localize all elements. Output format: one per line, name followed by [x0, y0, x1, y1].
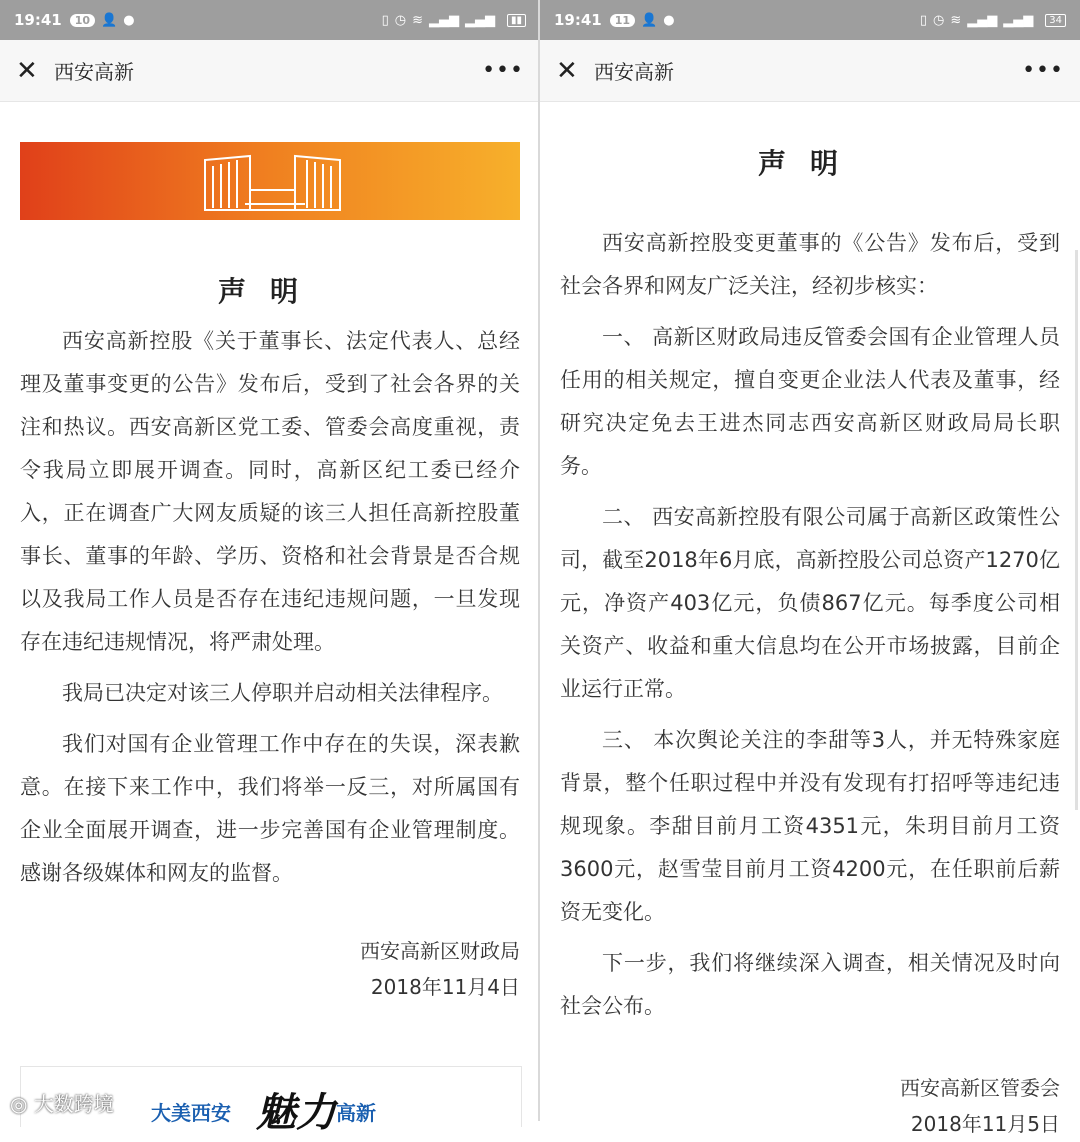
- paragraph: 西安高新控股《关于董事长、法定代表人、总经理及董事变更的公告》发布后，受到了社会各界的关注和热议。西安高新区党工委、管委会高度重视，责令我局立即展开调查。同时，高新区纪工委已经介入，正在调查广大网友质疑的该三人担任高新控股董事长、董事的年龄、学历、资格和社会背景是否合规以及我局工作人员是否存在违纪违规问题，一旦发现存在违纪违规情况，将严肃处理。: [20, 329, 520, 654]
- watermark: [10, 1088, 114, 1117]
- alarm-icon: ◷: [394, 12, 407, 28]
- chat-icon: ●: [663, 12, 675, 28]
- ad-calligraphy: 魅力: [256, 1089, 336, 1136]
- panel-divider: [538, 0, 540, 1121]
- signature: 西安高新区财政局: [360, 939, 520, 963]
- nav-title: 西安高新: [54, 60, 134, 84]
- more-menu-icon[interactable]: •••: [482, 58, 524, 83]
- status-time: 19:41: [554, 11, 602, 29]
- watermark-text: 大数跨境: [33, 1092, 114, 1116]
- contacts-icon: 👤: [641, 12, 658, 28]
- nav-bar: [0, 40, 540, 102]
- paragraph: 三、 本次舆论关注的李甜等3人，并无特殊家庭背景，整个任职过程中并没有发现有打招呼等违纪违规现象。李甜目前月工资4351元，朱玥目前月工资3600元，赵雪莹目前月工资4200元，在任职前后薪资无变化。: [560, 728, 1060, 924]
- vibrate-icon: ▯: [919, 12, 928, 28]
- signal-icon-2: ▂▄▆: [1003, 12, 1034, 28]
- battery-icon: 34: [1045, 14, 1066, 27]
- status-bar: [0, 0, 540, 40]
- paragraph: 西安高新控股变更董事的《公告》发布后，受到社会各界和网友广泛关注，经初步核实：: [560, 231, 1060, 298]
- paragraph: 我们对国有企业管理工作中存在的失误，深表歉意。在接下来工作中，我们将举一反三，对所属国有企业全面展开调查，进一步完善国有企业管理制度。感谢各级媒体和网友的监督。: [20, 732, 520, 885]
- ad-text: 高新: [336, 1101, 376, 1125]
- paragraph: 我局已决定对该三人停职并启动相关法律程序。: [62, 681, 503, 705]
- right-screenshot: [540, 0, 1080, 1136]
- signal-icon-2: ▂▄▆: [464, 12, 495, 28]
- date: 2018年11月4日: [370, 975, 520, 999]
- notification-badge: 11: [610, 14, 635, 27]
- signal-icon: ▂▄▆: [967, 12, 998, 28]
- battery-icon: ▮▮: [507, 14, 526, 27]
- chat-icon: ●: [123, 12, 135, 28]
- nav-title: 西安高新: [594, 60, 674, 84]
- left-screenshot: [0, 0, 540, 1136]
- date: 2018年11月5日: [910, 1112, 1060, 1136]
- signal-icon: ▂▄▆: [428, 12, 459, 28]
- article-content: [540, 142, 1080, 1142]
- page-title: 声明: [217, 275, 322, 308]
- status-bar: [540, 0, 1080, 40]
- watermark-icon: ◎: [10, 1092, 34, 1116]
- signature-block: [20, 933, 520, 1005]
- ad-text: 大美西安: [151, 1101, 231, 1125]
- paragraph: 下一步，我们将继续深入调查，相关情况及时向社会公布。: [560, 951, 1060, 1018]
- article-content: [0, 142, 540, 1005]
- wifi-icon: ≋: [950, 12, 962, 28]
- notification-badge: 10: [70, 14, 95, 27]
- alarm-icon: ◷: [933, 12, 945, 28]
- contacts-icon: 👤: [101, 12, 118, 28]
- nav-bar: [540, 40, 1080, 102]
- signature: 西安高新区管委会: [900, 1076, 1060, 1100]
- more-menu-icon[interactable]: •••: [1022, 58, 1064, 83]
- paragraph: 一、 高新区财政局违反管委会国有企业管理人员任用的相关规定，擅自变更企业法人代表及董事，经研究决定免去王进杰同志西安高新区财政局局长职务。: [560, 325, 1060, 478]
- page-title: 声明: [757, 147, 862, 180]
- close-icon[interactable]: ✕: [16, 55, 38, 86]
- close-icon[interactable]: ✕: [556, 55, 578, 86]
- vibrate-icon: ▯: [381, 12, 389, 28]
- status-time: 19:41: [14, 11, 62, 29]
- signature-block: [560, 1070, 1060, 1142]
- building-illustration: [195, 150, 355, 214]
- paragraph: 二、 西安高新控股有限公司属于高新区政策性公司，截至2018年6月底，高新控股公司总资产1270亿元，净资产403亿元，负债867亿元。每季度公司相关资产、收益和重大信息均在公开市场披露，目前企业运行正常。: [560, 505, 1060, 701]
- wifi-icon: ≋: [412, 12, 423, 28]
- scrollbar[interactable]: [1075, 250, 1078, 810]
- header-banner: [20, 142, 520, 220]
